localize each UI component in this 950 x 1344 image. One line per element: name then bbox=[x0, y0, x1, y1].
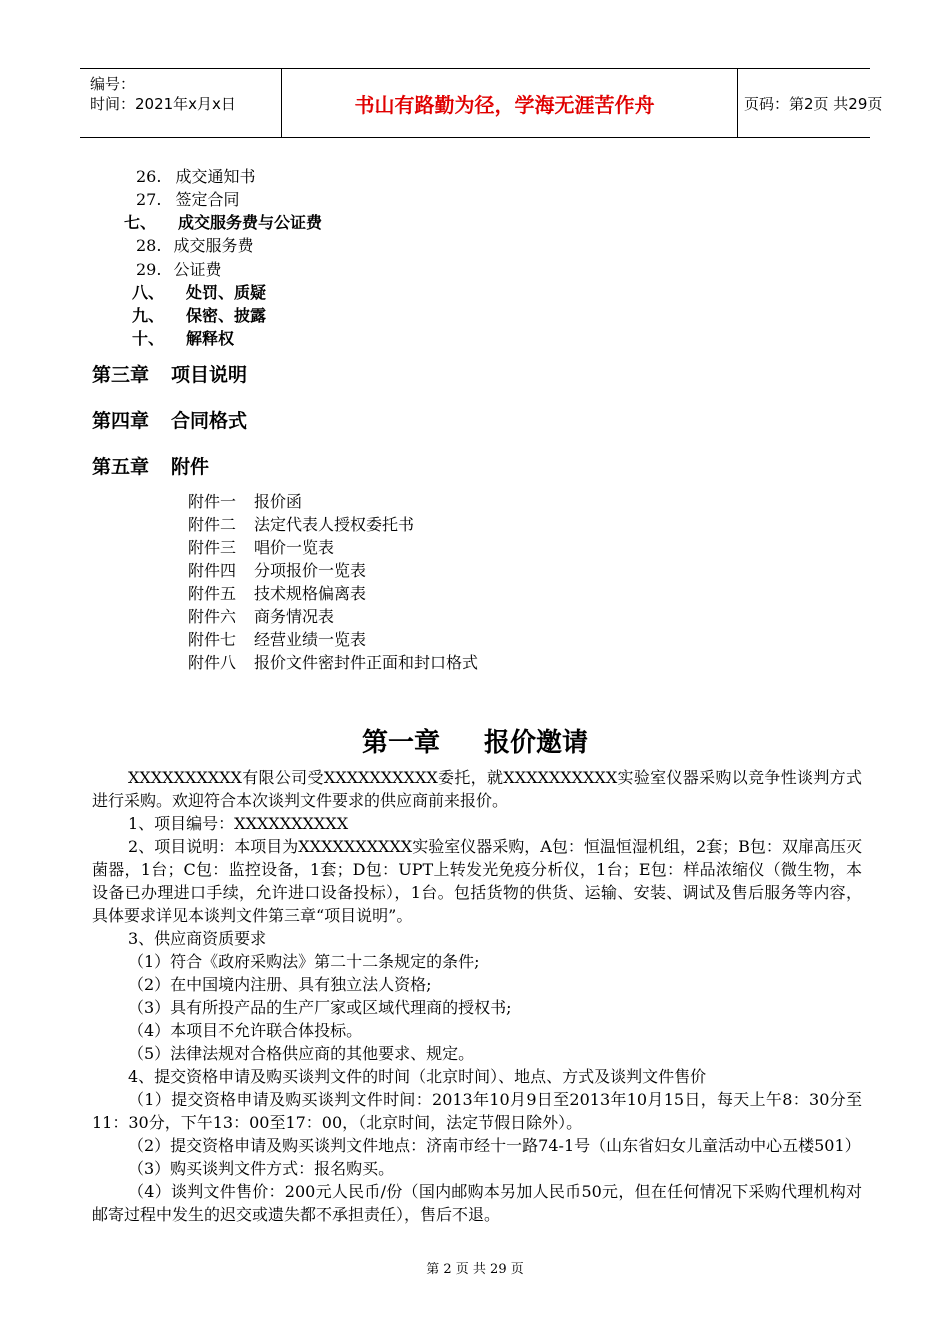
toc-section: 十、 解释权 bbox=[132, 329, 235, 348]
attachment-item: 附件五 技术规格偏离表 bbox=[188, 584, 367, 603]
chapter-heading: 第五章 附件 bbox=[92, 456, 210, 478]
paragraph: （3）具有所投产品的生产厂家或区域代理商的授权书; bbox=[128, 998, 512, 1017]
header-info bbox=[80, 69, 280, 137]
attachment-item: 附件八 报价文件密封件正面和封口格式 bbox=[188, 653, 479, 672]
paragraph: （2）提交资格申请及购买谈判文件地点：济南市经十一路74-1号（山东省妇女儿童活动中心五楼501） bbox=[128, 1136, 861, 1155]
paragraph: 3、供应商资质要求 bbox=[128, 929, 267, 948]
toc-item: 28. 成交服务费 bbox=[136, 236, 254, 255]
chapter-heading: 第四章 合同格式 bbox=[92, 410, 248, 432]
paragraph: 1、项目编号：XXXXXXXXXX bbox=[128, 814, 349, 833]
paragraph: （4）谈判文件售价：200元人民币/份（国内邮购本另加人民币50元，但在任何情况下采购代理机构对邮寄过程中发生的迟交或遗失都不承担责任），售后不退。 bbox=[92, 1182, 862, 1224]
paragraph: （1）符合《政府采购法》第二十二条规定的条件; bbox=[128, 952, 480, 971]
toc-item: 27. 签定合同 bbox=[136, 190, 240, 209]
paragraph: （1）提交资格申请及购买谈判文件时间：2013年10月9日至2013年10月15日，每天上午8：30分至11：30分，下午13：00至17：00，（北京时间，法定节假日除外）。 bbox=[92, 1090, 862, 1132]
attachment-item: 附件一 报价函 bbox=[188, 492, 303, 511]
header-motto-cell bbox=[281, 69, 738, 137]
attachment-item: 附件二 法定代表人授权委托书 bbox=[188, 515, 415, 534]
toc-item: 26. 成交通知书 bbox=[136, 167, 256, 186]
invitation-body bbox=[92, 766, 862, 1226]
paragraph: XXXXXXXXXX有限公司受XXXXXXXXXX委托，就XXXXXXXXXX实验室仪器采购以竞争性谈判方式进行采购。欢迎符合本次谈判文件要求的供应商前来报价。 bbox=[92, 768, 862, 810]
paragraph: （3）购买谈判文件方式：报名购买。 bbox=[128, 1159, 395, 1178]
page-label: 页码：第2页 共29页 bbox=[744, 94, 883, 113]
date-label: 时间：2021年x月x日 bbox=[90, 95, 236, 113]
attachment-item: 附件三 唱价一览表 bbox=[188, 538, 335, 557]
paragraph: 4、提交资格申请及购买谈判文件的时间（北京时间）、地点、方式及谈判文件售价 bbox=[128, 1067, 707, 1086]
toc-section: 八、 处罚、质疑 bbox=[132, 283, 267, 302]
chapter-heading: 第三章 项目说明 bbox=[92, 364, 248, 386]
attachment-item: 附件四 分项报价一览表 bbox=[188, 561, 367, 580]
paragraph: （4）本项目不允许联合体投标。 bbox=[128, 1021, 363, 1040]
toc-item: 29. 公证费 bbox=[136, 260, 222, 279]
toc-section: 七、 成交服务费与公证费 bbox=[124, 213, 323, 232]
paragraph: （5）法律法规对合格供应商的其他要求、规定。 bbox=[128, 1044, 475, 1063]
page-footer: 第 2 页 共 29 页 bbox=[426, 1262, 524, 1277]
attachment-item: 附件六 商务情况表 bbox=[188, 607, 335, 626]
number-label: 编号： bbox=[90, 75, 136, 93]
chapter-one-title: 第一章 报价邀请 bbox=[361, 728, 589, 758]
toc-section: 九、 保密、披露 bbox=[132, 306, 267, 325]
paragraph: 2、项目说明：本项目为XXXXXXXXXX实验室仪器采购，A包：恒温恒湿机组，2套；B包：双扉高压灭菌器，1台；C包：监控设备，1套；D包：UPT上转发光免疫分析仪，1台；E包：样品浓缩仪（微生物，本设备已办理进口手续，允许进口设备投标），1台。包括货物的供货、运输、安装、调试及售后服务等内容，具体要求详见本谈判文件第三章“项目说明”。 bbox=[92, 837, 862, 925]
motto: 书山有路勤为径，学海无涯苦作舟 bbox=[354, 92, 655, 117]
paragraph: （2）在中国境内注册、具有独立法人资格; bbox=[128, 975, 432, 994]
page-header bbox=[80, 68, 883, 138]
attachment-item: 附件七 经营业绩一览表 bbox=[188, 630, 367, 649]
